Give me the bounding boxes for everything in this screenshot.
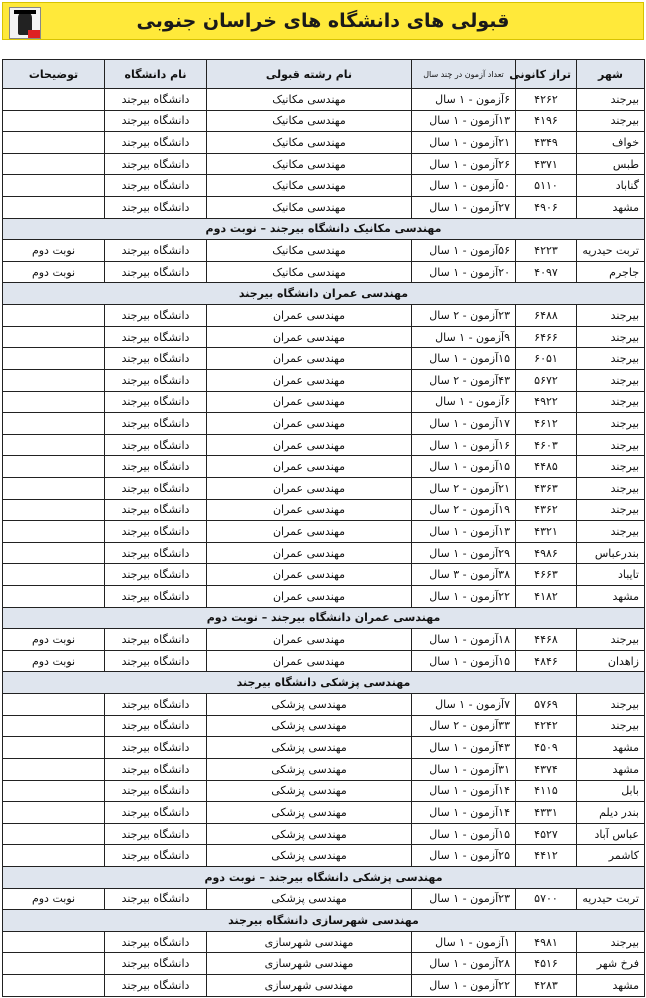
cell-exams: ۶آزمون - ۱ سال: [412, 89, 516, 111]
cell-major: مهندسی عمران: [207, 629, 412, 651]
table-row: [3, 197, 645, 219]
cell-notes: [3, 499, 105, 521]
cell-university: دانشگاه بیرجند: [105, 434, 207, 456]
cell-city: بیرجند: [577, 629, 645, 651]
cell-score: ۴۶۶۳: [516, 564, 577, 586]
cell-university: دانشگاه بیرجند: [105, 542, 207, 564]
cell-city: بیرجند: [577, 326, 645, 348]
table-row: [3, 694, 645, 716]
table-row: [3, 629, 645, 651]
cell-exams: ۱آزمون - ۱ سال: [412, 931, 516, 953]
cell-city: طبس: [577, 153, 645, 175]
col-header-exams: تعداد آزمون در چند سال: [412, 60, 516, 89]
cell-score: ۴۳۷۱: [516, 153, 577, 175]
page-header: [0, 0, 646, 42]
title-banner: [2, 2, 644, 40]
cell-city: کاشمر: [577, 845, 645, 867]
cell-university: دانشگاه بیرجند: [105, 521, 207, 543]
table-row: [3, 931, 645, 953]
cell-notes: [3, 153, 105, 175]
cell-university: دانشگاه بیرجند: [105, 132, 207, 154]
cell-university: دانشگاه بیرجند: [105, 197, 207, 219]
table-row: [3, 888, 645, 910]
table-row: [3, 499, 645, 521]
section-header-row: [3, 283, 645, 305]
table-header-row: [3, 60, 645, 89]
cell-university: دانشگاه بیرجند: [105, 758, 207, 780]
cell-university: دانشگاه بیرجند: [105, 974, 207, 996]
cell-city: بیرجند: [577, 369, 645, 391]
cell-notes: [3, 845, 105, 867]
table-row: [3, 953, 645, 975]
cell-notes: [3, 305, 105, 327]
table-row: [3, 110, 645, 132]
section-header-row: [3, 866, 645, 888]
cell-major: مهندسی مکانیک: [207, 240, 412, 262]
cell-university: دانشگاه بیرجند: [105, 369, 207, 391]
cell-university: دانشگاه بیرجند: [105, 629, 207, 651]
cell-city: بیرجند: [577, 413, 645, 435]
cell-university: دانشگاه بیرجند: [105, 240, 207, 262]
cell-score: ۴۳۳۱: [516, 802, 577, 824]
cell-major: مهندسی عمران: [207, 413, 412, 435]
table-body: [3, 89, 645, 997]
cell-notes: [3, 931, 105, 953]
cell-score: ۴۳۶۳: [516, 477, 577, 499]
cell-city: خواف: [577, 132, 645, 154]
cell-notes: [3, 823, 105, 845]
cell-city: بیرجند: [577, 477, 645, 499]
cell-major: مهندسی عمران: [207, 456, 412, 478]
cell-exams: ۱۵آزمون - ۱ سال: [412, 348, 516, 370]
cell-city: بیرجند: [577, 521, 645, 543]
section-label: مهندسی مکانیک دانشگاه بیرجند – نوبت دوم: [3, 218, 645, 240]
cell-university: دانشگاه بیرجند: [105, 780, 207, 802]
cell-city: بیرجند: [577, 348, 645, 370]
cell-notes: [3, 586, 105, 608]
cell-university: دانشگاه بیرجند: [105, 305, 207, 327]
cell-score: ۴۰۹۷: [516, 261, 577, 283]
section-header-row: [3, 218, 645, 240]
cell-notes: [3, 391, 105, 413]
cell-exams: ۱۷آزمون - ۱ سال: [412, 413, 516, 435]
cell-major: مهندسی پزشکی: [207, 823, 412, 845]
table-row: [3, 477, 645, 499]
cell-university: دانشگاه بیرجند: [105, 413, 207, 435]
table-row: [3, 845, 645, 867]
cell-city: بیرجند: [577, 499, 645, 521]
cell-city: بندرعباس: [577, 542, 645, 564]
col-header-notes: توضیحات: [3, 60, 105, 89]
table-row: [3, 974, 645, 996]
table-row: [3, 261, 645, 283]
cell-university: دانشگاه بیرجند: [105, 650, 207, 672]
cell-score: ۴۹۲۲: [516, 391, 577, 413]
cell-exams: ۱۳آزمون - ۱ سال: [412, 521, 516, 543]
cell-university: دانشگاه بیرجند: [105, 499, 207, 521]
cell-exams: ۵۰آزمون - ۱ سال: [412, 175, 516, 197]
cell-notes: [3, 802, 105, 824]
cell-university: دانشگاه بیرجند: [105, 694, 207, 716]
cell-exams: ۷آزمون - ۱ سال: [412, 694, 516, 716]
cell-score: ۴۱۹۶: [516, 110, 577, 132]
cell-notes: [3, 456, 105, 478]
cell-score: ۴۴۱۲: [516, 845, 577, 867]
table-row: [3, 586, 645, 608]
col-header-university: نام دانشگاه: [105, 60, 207, 89]
cell-major: مهندسی پزشکی: [207, 737, 412, 759]
cell-university: دانشگاه بیرجند: [105, 823, 207, 845]
cell-exams: ۲۸آزمون - ۱ سال: [412, 953, 516, 975]
cell-exams: ۳۱آزمون - ۱ سال: [412, 758, 516, 780]
cell-notes: [3, 348, 105, 370]
cell-major: مهندسی مکانیک: [207, 261, 412, 283]
cell-notes: [3, 132, 105, 154]
table-row: [3, 758, 645, 780]
cell-major: مهندسی مکانیک: [207, 175, 412, 197]
section-label: مهندسی پزشکی دانشگاه بیرجند: [3, 672, 645, 694]
cell-score: ۴۸۴۶: [516, 650, 577, 672]
cell-score: ۴۹۸۶: [516, 542, 577, 564]
table-row: [3, 434, 645, 456]
cell-exams: ۳۸آزمون - ۳ سال: [412, 564, 516, 586]
cell-university: دانشگاه بیرجند: [105, 802, 207, 824]
cell-score: ۴۲۸۳: [516, 974, 577, 996]
cell-score: ۴۲۲۳: [516, 240, 577, 262]
cell-city: بیرجند: [577, 434, 645, 456]
cell-notes: [3, 974, 105, 996]
cell-score: ۴۳۷۴: [516, 758, 577, 780]
cell-major: مهندسی عمران: [207, 564, 412, 586]
cell-city: بابل: [577, 780, 645, 802]
cell-exams: ۵۶آزمون - ۱ سال: [412, 240, 516, 262]
cell-score: ۴۶۰۳: [516, 434, 577, 456]
table-row: [3, 542, 645, 564]
cell-notes: [3, 434, 105, 456]
cell-score: ۴۲۶۲: [516, 89, 577, 111]
cell-city: بیرجند: [577, 715, 645, 737]
cell-major: مهندسی عمران: [207, 499, 412, 521]
cell-university: دانشگاه بیرجند: [105, 586, 207, 608]
cell-university: دانشگاه بیرجند: [105, 456, 207, 478]
cell-notes: نوبت دوم: [3, 261, 105, 283]
cell-city: تایباد: [577, 564, 645, 586]
cell-notes: [3, 780, 105, 802]
cell-exams: ۳۳آزمون - ۲ سال: [412, 715, 516, 737]
section-label: مهندسی عمران دانشگاه بیرجند – نوبت دوم: [3, 607, 645, 629]
cell-city: جاجرم: [577, 261, 645, 283]
cell-notes: [3, 953, 105, 975]
cell-city: مشهد: [577, 737, 645, 759]
cell-major: مهندسی عمران: [207, 521, 412, 543]
cell-score: ۴۹۰۶: [516, 197, 577, 219]
cell-university: دانشگاه بیرجند: [105, 391, 207, 413]
cell-university: دانشگاه بیرجند: [105, 89, 207, 111]
cell-major: مهندسی مکانیک: [207, 132, 412, 154]
table-row: [3, 564, 645, 586]
cell-major: مهندسی پزشکی: [207, 845, 412, 867]
cell-city: بیرجند: [577, 110, 645, 132]
cell-university: دانشگاه بیرجند: [105, 477, 207, 499]
cell-exams: ۲۵آزمون - ۱ سال: [412, 845, 516, 867]
cell-major: مهندسی پزشکی: [207, 715, 412, 737]
cell-city: بیرجند: [577, 89, 645, 111]
cell-exams: ۲۶آزمون - ۱ سال: [412, 153, 516, 175]
cell-notes: [3, 521, 105, 543]
cell-score: ۵۷۰۰: [516, 888, 577, 910]
section-label: مهندسی عمران دانشگاه بیرجند: [3, 283, 645, 305]
table-row: [3, 715, 645, 737]
cell-exams: ۱۸آزمون - ۱ سال: [412, 629, 516, 651]
cell-university: دانشگاه بیرجند: [105, 348, 207, 370]
cell-notes: [3, 369, 105, 391]
cell-major: مهندسی عمران: [207, 326, 412, 348]
cell-score: ۵۷۶۹: [516, 694, 577, 716]
cell-major: مهندسی مکانیک: [207, 153, 412, 175]
cell-exams: ۱۴آزمون - ۱ سال: [412, 780, 516, 802]
table-row: [3, 305, 645, 327]
cell-city: فرخ شهر: [577, 953, 645, 975]
cell-score: ۴۱۱۵: [516, 780, 577, 802]
table-row: [3, 240, 645, 262]
cell-notes: [3, 758, 105, 780]
cell-notes: نوبت دوم: [3, 650, 105, 672]
table-row: [3, 369, 645, 391]
table-row: [3, 802, 645, 824]
cell-city: بندر دیلم: [577, 802, 645, 824]
cell-university: دانشگاه بیرجند: [105, 737, 207, 759]
cell-score: ۴۱۸۲: [516, 586, 577, 608]
cell-major: مهندسی شهرسازی: [207, 974, 412, 996]
cell-score: ۶۴۸۸: [516, 305, 577, 327]
cell-exams: ۱۴آزمون - ۱ سال: [412, 802, 516, 824]
cell-score: ۴۵۰۹: [516, 737, 577, 759]
cell-exams: ۲۱آزمون - ۲ سال: [412, 477, 516, 499]
cell-score: ۴۳۶۲: [516, 499, 577, 521]
cell-notes: [3, 197, 105, 219]
table-row: [3, 132, 645, 154]
cell-notes: نوبت دوم: [3, 888, 105, 910]
cell-notes: نوبت دوم: [3, 629, 105, 651]
cell-score: ۴۵۲۷: [516, 823, 577, 845]
cell-university: دانشگاه بیرجند: [105, 953, 207, 975]
cell-exams: ۲۳آزمون - ۲ سال: [412, 305, 516, 327]
cell-score: ۴۴۶۸: [516, 629, 577, 651]
table-row: [3, 413, 645, 435]
table-row: [3, 823, 645, 845]
table-row: [3, 175, 645, 197]
admissions-table: [2, 59, 645, 997]
cell-major: مهندسی عمران: [207, 391, 412, 413]
cell-score: ۴۹۸۱: [516, 931, 577, 953]
cell-university: دانشگاه بیرجند: [105, 175, 207, 197]
cell-score: ۵۱۱۰: [516, 175, 577, 197]
cell-major: مهندسی مکانیک: [207, 89, 412, 111]
table-row: [3, 521, 645, 543]
cell-major: مهندسی عمران: [207, 477, 412, 499]
section-label: مهندسی پزشکی دانشگاه بیرجند – نوبت دوم: [3, 866, 645, 888]
cell-exams: ۴۳آزمون - ۲ سال: [412, 369, 516, 391]
col-header-major: نام رشته قبولی: [207, 60, 412, 89]
table-row: [3, 89, 645, 111]
cell-notes: نوبت دوم: [3, 240, 105, 262]
cell-score: ۴۶۱۲: [516, 413, 577, 435]
cell-university: دانشگاه بیرجند: [105, 261, 207, 283]
cell-major: مهندسی مکانیک: [207, 197, 412, 219]
table-row: [3, 391, 645, 413]
cell-exams: ۲۲آزمون - ۱ سال: [412, 586, 516, 608]
section-header-row: [3, 672, 645, 694]
cell-city: عباس آباد: [577, 823, 645, 845]
cell-score: ۴۲۴۲: [516, 715, 577, 737]
cell-city: بیرجند: [577, 305, 645, 327]
cell-exams: ۲۲آزمون - ۱ سال: [412, 974, 516, 996]
section-header-row: [3, 910, 645, 932]
cell-notes: [3, 715, 105, 737]
cell-university: دانشگاه بیرجند: [105, 888, 207, 910]
cell-major: مهندسی پزشکی: [207, 758, 412, 780]
cell-university: دانشگاه بیرجند: [105, 715, 207, 737]
cell-score: ۵۶۷۲: [516, 369, 577, 391]
cell-city: تربت حیدریه: [577, 240, 645, 262]
cell-notes: [3, 413, 105, 435]
cell-notes: [3, 737, 105, 759]
table-row: [3, 650, 645, 672]
cell-exams: ۱۵آزمون - ۱ سال: [412, 823, 516, 845]
page-title: قبولی های دانشگاه های خراسان جنوبی: [136, 10, 510, 32]
cell-city: مشهد: [577, 758, 645, 780]
cell-exams: ۱۹آزمون - ۲ سال: [412, 499, 516, 521]
cell-major: مهندسی شهرسازی: [207, 953, 412, 975]
cell-exams: ۲۰آزمون - ۱ سال: [412, 261, 516, 283]
cell-exams: ۱۵آزمون - ۱ سال: [412, 456, 516, 478]
cell-city: بیرجند: [577, 931, 645, 953]
cell-exams: ۹آزمون - ۱ سال: [412, 326, 516, 348]
cell-notes: [3, 89, 105, 111]
cell-major: مهندسی عمران: [207, 542, 412, 564]
cell-city: بیرجند: [577, 391, 645, 413]
cell-university: دانشگاه بیرجند: [105, 110, 207, 132]
cell-exams: ۴۳آزمون - ۱ سال: [412, 737, 516, 759]
cell-university: دانشگاه بیرجند: [105, 326, 207, 348]
cell-major: مهندسی پزشکی: [207, 888, 412, 910]
cell-city: مشهد: [577, 974, 645, 996]
cell-major: مهندسی عمران: [207, 434, 412, 456]
cell-university: دانشگاه بیرجند: [105, 564, 207, 586]
cell-major: مهندسی شهرسازی: [207, 931, 412, 953]
cell-university: دانشگاه بیرجند: [105, 931, 207, 953]
cell-score: ۴۵۱۶: [516, 953, 577, 975]
cell-major: مهندسی پزشکی: [207, 694, 412, 716]
cell-city: تربت حیدریه: [577, 888, 645, 910]
cell-notes: [3, 175, 105, 197]
cell-exams: ۱۶آزمون - ۱ سال: [412, 434, 516, 456]
cell-exams: ۲۹آزمون - ۱ سال: [412, 542, 516, 564]
cell-major: مهندسی عمران: [207, 586, 412, 608]
cell-notes: [3, 694, 105, 716]
cell-major: مهندسی پزشکی: [207, 802, 412, 824]
table-row: [3, 153, 645, 175]
cell-notes: [3, 326, 105, 348]
cell-score: ۶۴۶۶: [516, 326, 577, 348]
cell-exams: ۱۵آزمون - ۱ سال: [412, 650, 516, 672]
cell-major: مهندسی عمران: [207, 369, 412, 391]
cell-major: مهندسی عمران: [207, 305, 412, 327]
cell-exams: ۶آزمون - ۱ سال: [412, 391, 516, 413]
cell-university: دانشگاه بیرجند: [105, 153, 207, 175]
table-row: [3, 326, 645, 348]
table-row: [3, 456, 645, 478]
col-header-score: تراز کانونی: [516, 60, 577, 89]
cell-major: مهندسی مکانیک: [207, 110, 412, 132]
cell-score: ۴۳۲۱: [516, 521, 577, 543]
section-label: مهندسی شهرسازی دانشگاه بیرجند: [3, 910, 645, 932]
table-row: [3, 737, 645, 759]
cell-major: مهندسی عمران: [207, 650, 412, 672]
cell-university: دانشگاه بیرجند: [105, 845, 207, 867]
cell-exams: ۱۳آزمون - ۱ سال: [412, 110, 516, 132]
section-header-row: [3, 607, 645, 629]
cell-major: مهندسی پزشکی: [207, 780, 412, 802]
cell-exams: ۲۳آزمون - ۱ سال: [412, 888, 516, 910]
cell-notes: [3, 564, 105, 586]
cell-score: ۶۰۵۱: [516, 348, 577, 370]
cell-exams: ۲۱آزمون - ۱ سال: [412, 132, 516, 154]
cell-score: ۴۳۴۹: [516, 132, 577, 154]
cell-city: مشهد: [577, 197, 645, 219]
cell-city: زاهدان: [577, 650, 645, 672]
cell-notes: [3, 477, 105, 499]
cell-notes: [3, 542, 105, 564]
cell-major: مهندسی عمران: [207, 348, 412, 370]
cell-exams: ۲۷آزمون - ۱ سال: [412, 197, 516, 219]
table-row: [3, 348, 645, 370]
cell-notes: [3, 110, 105, 132]
cell-city: گناباد: [577, 175, 645, 197]
cell-city: بیرجند: [577, 456, 645, 478]
cell-city: بیرجند: [577, 694, 645, 716]
table-row: [3, 780, 645, 802]
col-header-city: شهر: [577, 60, 645, 89]
cell-city: مشهد: [577, 586, 645, 608]
cell-score: ۴۴۸۵: [516, 456, 577, 478]
